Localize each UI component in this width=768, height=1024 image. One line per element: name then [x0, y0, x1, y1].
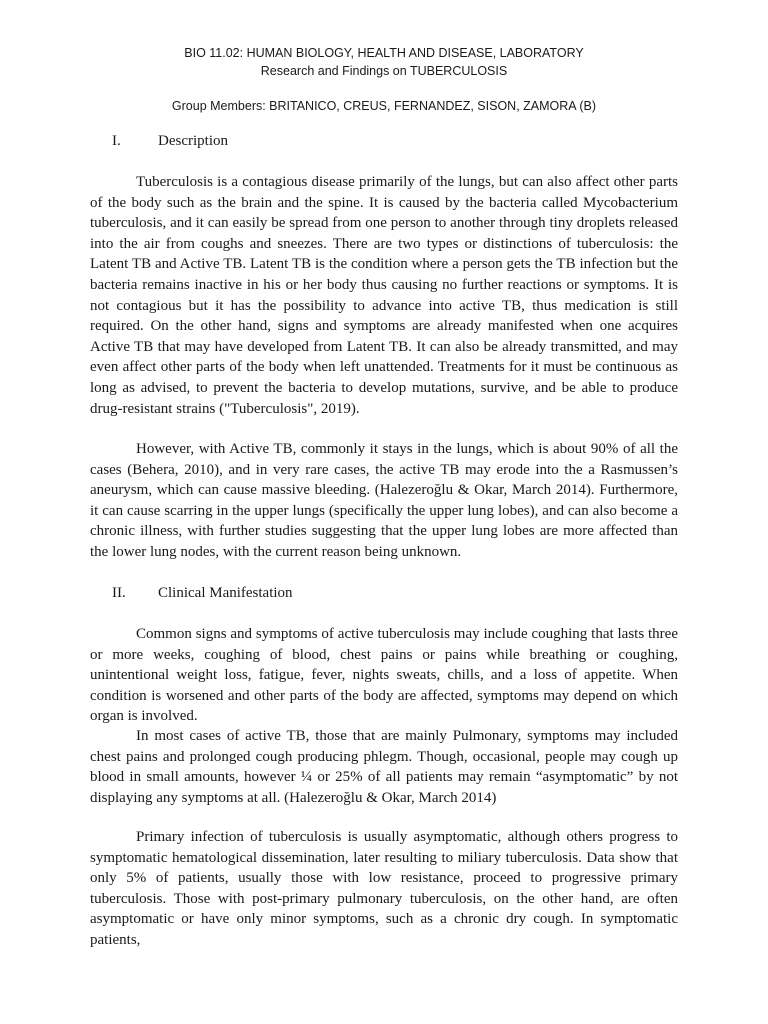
course-title: BIO 11.02: HUMAN BIOLOGY, HEALTH AND DISEASE, LABORATORY [184, 46, 584, 60]
paragraph: However, with Active TB, commonly it stays in the lungs, which is about 90% of all the cases (Behera, 2010), and in very rare cases, the active TB may erode into the a Rasmussen’s aneurysm, which can cause massive bleeding. (Halezeroğlu & Okar, March 2014). Furthermore, it can cause scarring in the upper lungs (specifically the upper lung lobes), and can also become a chronic illness, with further studies suggesting that the upper lung lobes are more affected than the lower lung nodes, with the current reason being unknown. [90, 441, 678, 560]
paragraph: In most cases of active TB, those that are mainly Pulmonary, symptoms may included chest pains and prolonged cough producing phlegm. Though, occasional, people may cough up blood in small amounts, however ¼ or 25% of all patients may remain “asymptomatic” by not displaying any symptoms at all. (Halezeroğlu & Okar, March 2014) [90, 728, 678, 806]
document-subtitle: Research and Findings on TUBERCULOSIS [260, 64, 508, 78]
group-members: Group Members: BRITANICO, CREUS, FERNANDEZ, SISON, ZAMORA (B) [171, 99, 597, 113]
section-number: I. [112, 133, 121, 149]
section-title: Clinical Manifestation [158, 585, 293, 601]
paragraph: Common signs and symptoms of active tuberculosis may include coughing that lasts three or more weeks, coughing of blood, chest pains or pains while breathing or coughing, unintentional weight loss, fatigue, fever, nights sweats, chills, and a loss of appetite. When condition is worsened and other parts of the body are affected, symptoms may depend on which organ is involved. [90, 626, 678, 725]
paragraph: Primary infection of tuberculosis is usually asymptomatic, although others progress to symptomatic hematological dissemination, later resulting to miliary tuberculosis. Data show that only 5% of patients, usually those with low resistance, proceed to progressive primary tuberculosis. Those with post-primary pulmonary tuberculosis, on the other hand, are often asymptomatic or have only minor symptoms, such as a chronic dry cough. In symptomatic patients, [90, 829, 678, 948]
section-number: II. [112, 585, 126, 601]
section-title: Description [158, 133, 228, 149]
paragraph: Tuberculosis is a contagious disease primarily of the lungs, but can also affect other parts of the body such as the brain and the spine. It is caused by the bacteria called Mycobacterium tuberculosis, and it can easily be spread from one person to another through tiny droplets released into the air from coughs and sneezes. There are two types or distinctions of tuberculosis: the Latent TB and Active TB. Latent TB is the condition where a person gets the TB infection but the bacteria remains inactive in his or her body thus causing no further reactions or symptoms. It is not contagious but it has the possibility to advance into active TB, thus medication is still required. On the other hand, signs and symptoms are already manifested when one acquires Active TB that may have developed from Latent TB. It can also be already transmitted, and may even affect other parts of the body when left unattended. Treatments for it must be continuous as long as advised, to prevent the bacteria to develop mutations, survive, and be able to produce drug-resistant strains ("Tuberculosis", 2019). [90, 174, 678, 417]
